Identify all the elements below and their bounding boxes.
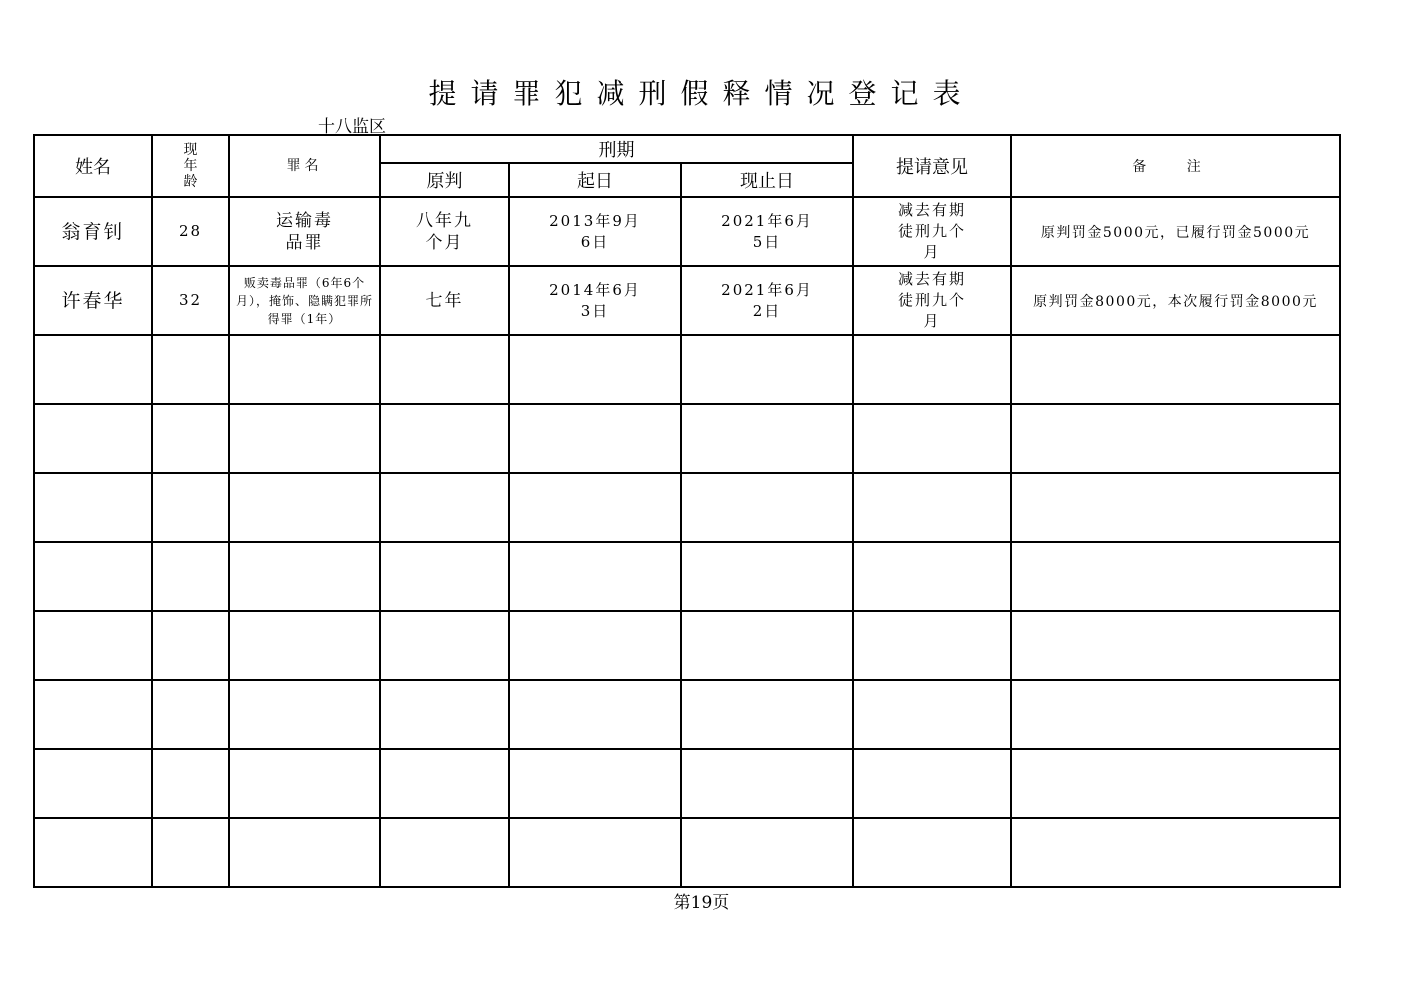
- empty-cell: [681, 611, 853, 680]
- cell-start-date: [509, 266, 681, 335]
- empty-cell: [34, 680, 152, 749]
- cell-opinion: [853, 197, 1011, 266]
- empty-cell: [152, 404, 229, 473]
- empty-cell: [229, 404, 380, 473]
- empty-cell: [1011, 818, 1340, 887]
- cell-crime: [229, 266, 380, 335]
- empty-cell: [509, 611, 681, 680]
- cell-age: 32: [152, 266, 229, 335]
- empty-cell: [229, 818, 380, 887]
- empty-cell: [229, 749, 380, 818]
- empty-cell: [681, 473, 853, 542]
- empty-cell: [34, 749, 152, 818]
- header-start-date: 起日: [509, 163, 681, 197]
- page-title: 提请罪犯减刑假释情况登记表: [428, 77, 975, 110]
- empty-cell: [152, 818, 229, 887]
- header-opinion: 提请意见: [853, 135, 1011, 197]
- cell-opinion-text: 减去有期徒刑九个月: [898, 270, 967, 330]
- header-term: 刑期: [380, 135, 853, 163]
- header-original-sentence: 原判: [380, 163, 509, 197]
- cell-name: 许春华: [34, 266, 152, 335]
- empty-cell: [681, 749, 853, 818]
- empty-cell: [1011, 749, 1340, 818]
- empty-cell: [681, 818, 853, 887]
- empty-cell: [853, 818, 1011, 887]
- cell-crime-text: 运输毒品罪: [276, 210, 333, 253]
- table-row: [34, 266, 1340, 335]
- empty-cell: [152, 335, 229, 404]
- cell-remarks: 原判罚金5000元，已履行罚金5000元: [1011, 197, 1340, 266]
- empty-cell: [229, 611, 380, 680]
- cell-original-text: 八年九个月: [416, 210, 473, 253]
- empty-cell: [34, 335, 152, 404]
- cell-start-text: 2013年9月6日: [549, 211, 641, 251]
- cell-start-text: 2014年6月3日: [549, 280, 641, 320]
- cell-crime-text: 贩卖毒品罪（6年6个月），掩饰、隐瞒犯罪所得罪（1年）: [235, 275, 373, 326]
- empty-cell: [509, 473, 681, 542]
- empty-cell: [380, 680, 509, 749]
- header-age-text: 现年龄: [183, 142, 198, 190]
- empty-cell: [1011, 680, 1340, 749]
- empty-cell: [681, 335, 853, 404]
- empty-cell: [1011, 611, 1340, 680]
- empty-cell: [152, 542, 229, 611]
- header-end-date: 现止日: [681, 163, 853, 197]
- empty-cell: [380, 611, 509, 680]
- empty-cell: [380, 404, 509, 473]
- empty-row: [34, 680, 1340, 749]
- cell-start-date: [509, 197, 681, 266]
- header-crime: 罪名: [229, 135, 380, 197]
- empty-cell: [1011, 404, 1340, 473]
- empty-cell: [853, 611, 1011, 680]
- registration-table: [33, 134, 1341, 888]
- empty-cell: [380, 542, 509, 611]
- empty-cell: [152, 749, 229, 818]
- header-name: 姓名: [34, 135, 152, 197]
- empty-cell: [380, 335, 509, 404]
- empty-cell: [509, 680, 681, 749]
- empty-row: [34, 473, 1340, 542]
- header-remarks: 备 注: [1011, 135, 1340, 197]
- empty-cell: [853, 680, 1011, 749]
- cell-original-sentence: [380, 197, 509, 266]
- empty-cell: [509, 818, 681, 887]
- empty-row: [34, 749, 1340, 818]
- empty-cell: [509, 542, 681, 611]
- empty-cell: [509, 749, 681, 818]
- empty-row: [34, 335, 1340, 404]
- empty-cell: [853, 404, 1011, 473]
- empty-cell: [229, 335, 380, 404]
- empty-cell: [34, 542, 152, 611]
- cell-end-date: [681, 197, 853, 266]
- empty-cell: [509, 335, 681, 404]
- empty-cell: [380, 818, 509, 887]
- prison-unit-label: 十八监区: [318, 117, 386, 137]
- empty-row: [34, 611, 1340, 680]
- empty-cell: [380, 749, 509, 818]
- empty-cell: [152, 611, 229, 680]
- empty-cell: [1011, 335, 1340, 404]
- header-age: [152, 135, 229, 197]
- cell-age: 28: [152, 197, 229, 266]
- empty-cell: [681, 542, 853, 611]
- empty-cell: [681, 404, 853, 473]
- empty-cell: [681, 680, 853, 749]
- empty-cell: [34, 473, 152, 542]
- cell-end-text: 2021年6月5日: [721, 211, 813, 251]
- empty-cell: [1011, 473, 1340, 542]
- empty-cell: [229, 680, 380, 749]
- empty-cell: [509, 404, 681, 473]
- empty-cell: [34, 818, 152, 887]
- empty-cell: [34, 404, 152, 473]
- empty-cell: [380, 473, 509, 542]
- page-number: 第19页: [673, 893, 730, 913]
- empty-cell: [34, 611, 152, 680]
- cell-remarks: 原判罚金8000元，本次履行罚金8000元: [1011, 266, 1340, 335]
- cell-crime: [229, 197, 380, 266]
- cell-opinion: [853, 266, 1011, 335]
- empty-cell: [853, 542, 1011, 611]
- cell-opinion-text: 减去有期徒刑九个月: [898, 201, 967, 261]
- cell-end-text: 2021年6月2日: [721, 280, 813, 320]
- empty-cell: [152, 680, 229, 749]
- empty-cell: [853, 749, 1011, 818]
- empty-cell: [853, 335, 1011, 404]
- empty-cell: [152, 473, 229, 542]
- cell-name: 翁育钊: [34, 197, 152, 266]
- cell-original-sentence: 七年: [380, 266, 509, 335]
- empty-row: [34, 404, 1340, 473]
- table-row: [34, 197, 1340, 266]
- empty-cell: [229, 473, 380, 542]
- cell-end-date: [681, 266, 853, 335]
- empty-cell: [1011, 542, 1340, 611]
- header-row-1: [34, 135, 1340, 163]
- empty-cell: [853, 473, 1011, 542]
- empty-row: [34, 818, 1340, 887]
- empty-cell: [229, 542, 380, 611]
- empty-row: [34, 542, 1340, 611]
